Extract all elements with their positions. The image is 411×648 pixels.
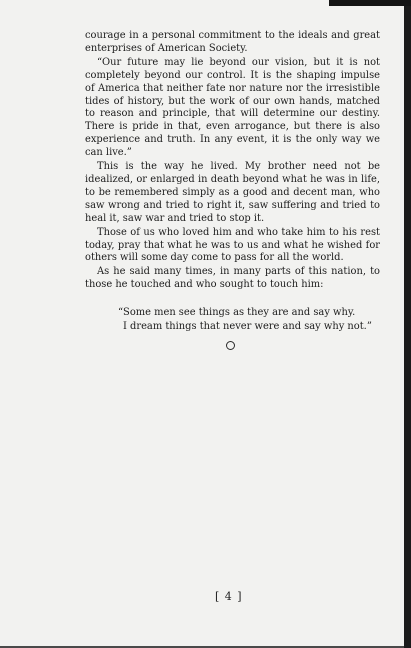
body-text	[85, 30, 380, 293]
page-number: [ 4 ]	[215, 590, 243, 603]
paragraph-5: As he said many times, in many parts of this nation, to those he touched and who sought to touch him:	[85, 266, 380, 291]
paragraph-4: Those of us who loved him and who take him to his rest today, pray that what he was to us and what he wished for others will some day come to pass for all the world.	[85, 226, 380, 264]
scan-edge-top	[329, 0, 411, 6]
quote-line-2: I dream things that never were and say why not.”	[123, 320, 372, 332]
paragraph-3: This is the way he lived. My brother need not be idealized, or enlarged in death beyond what he was in life, to be remembered simply as a good and decent man, who saw wrong and tried to right it, saw suffering and tried to heal it, saw war and tried to stop it.	[85, 161, 380, 224]
paragraph-2: “Our future may lie beyond our vision, but it is not completely beyond our control. It is the shaping impulse of America that neither fate nor nature nor the irresistible tides of history, but the work of our own hands, matched to reason and principle, that will determine our destiny. There is pride in that, even arrogance, but there is also experience and truth. In any event, it is the only way we can live.”	[85, 56, 380, 159]
closing-quote	[110, 306, 380, 333]
scan-edge-right	[404, 0, 411, 648]
circle-ornament-icon	[226, 341, 235, 350]
quote-line-1: “Some men see things as they are and say why.	[118, 307, 356, 318]
paragraph-1: courage in a personal commitment to the ideals and great enterprises of American Society.	[85, 30, 380, 54]
